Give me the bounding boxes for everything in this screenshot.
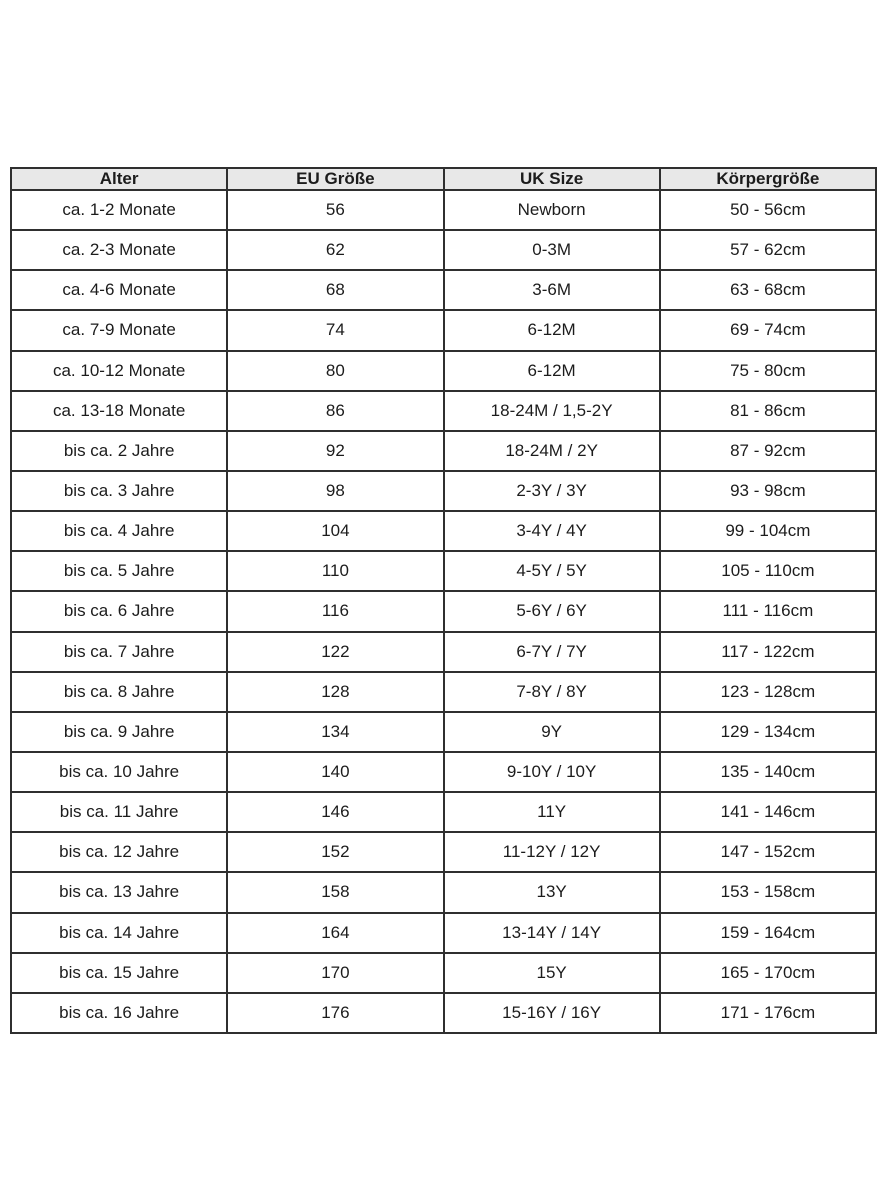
table-cell: 153 - 158cm: [660, 872, 876, 912]
table-cell: 11Y: [444, 792, 660, 832]
table-cell: 5-6Y / 6Y: [444, 591, 660, 631]
table-cell: bis ca. 6 Jahre: [11, 591, 227, 631]
table-cell: 147 - 152cm: [660, 832, 876, 872]
table-cell: bis ca. 2 Jahre: [11, 431, 227, 471]
table-cell: 87 - 92cm: [660, 431, 876, 471]
table-cell: 117 - 122cm: [660, 632, 876, 672]
table-cell: bis ca. 13 Jahre: [11, 872, 227, 912]
table-row: [11, 190, 876, 230]
table-cell: 9-10Y / 10Y: [444, 752, 660, 792]
table-cell: 75 - 80cm: [660, 351, 876, 391]
table-row: [11, 270, 876, 310]
table-cell: 13-14Y / 14Y: [444, 913, 660, 953]
table-cell: 68: [227, 270, 443, 310]
table-cell: 81 - 86cm: [660, 391, 876, 431]
table-cell: bis ca. 8 Jahre: [11, 672, 227, 712]
table-cell: bis ca. 5 Jahre: [11, 551, 227, 591]
table-cell: bis ca. 12 Jahre: [11, 832, 227, 872]
table-cell: 6-7Y / 7Y: [444, 632, 660, 672]
table-cell: 50 - 56cm: [660, 190, 876, 230]
table-cell: ca. 2-3 Monate: [11, 230, 227, 270]
table-row: [11, 712, 876, 752]
header-cell-eu-groesse: EU Größe: [227, 168, 443, 190]
table-cell: 171 - 176cm: [660, 993, 876, 1033]
table-row: [11, 953, 876, 993]
table-cell: ca. 10-12 Monate: [11, 351, 227, 391]
table-row: [11, 230, 876, 270]
table-row: [11, 431, 876, 471]
table-cell: 69 - 74cm: [660, 310, 876, 350]
table-row: [11, 591, 876, 631]
table-cell: 3-6M: [444, 270, 660, 310]
table-cell: 0-3M: [444, 230, 660, 270]
table-cell: 9Y: [444, 712, 660, 752]
table-row: [11, 872, 876, 912]
table-row: [11, 391, 876, 431]
table-cell: Newborn: [444, 190, 660, 230]
table-cell: 98: [227, 471, 443, 511]
table-cell: 129 - 134cm: [660, 712, 876, 752]
table-cell: 2-3Y / 3Y: [444, 471, 660, 511]
table-cell: 159 - 164cm: [660, 913, 876, 953]
table-cell: ca. 1-2 Monate: [11, 190, 227, 230]
table-cell: ca. 4-6 Monate: [11, 270, 227, 310]
table-cell: 18-24M / 1,5-2Y: [444, 391, 660, 431]
table-header: [11, 168, 876, 190]
table-cell: 164: [227, 913, 443, 953]
table-cell: bis ca. 11 Jahre: [11, 792, 227, 832]
table-cell: 15-16Y / 16Y: [444, 993, 660, 1033]
table-cell: bis ca. 10 Jahre: [11, 752, 227, 792]
header-cell-uk-size: UK Size: [444, 168, 660, 190]
table-cell: 3-4Y / 4Y: [444, 511, 660, 551]
size-chart-table: [10, 167, 877, 1034]
table-cell: 105 - 110cm: [660, 551, 876, 591]
table-cell: 18-24M / 2Y: [444, 431, 660, 471]
table-cell: 92: [227, 431, 443, 471]
table-cell: ca. 7-9 Monate: [11, 310, 227, 350]
table-row: [11, 471, 876, 511]
header-cell-alter: Alter: [11, 168, 227, 190]
table-row: [11, 752, 876, 792]
table-cell: 134: [227, 712, 443, 752]
table-cell: 141 - 146cm: [660, 792, 876, 832]
table-cell: 74: [227, 310, 443, 350]
table-row: [11, 832, 876, 872]
table-cell: 135 - 140cm: [660, 752, 876, 792]
table-cell: 56: [227, 190, 443, 230]
table-cell: 86: [227, 391, 443, 431]
table-row: [11, 511, 876, 551]
table-cell: 116: [227, 591, 443, 631]
table-cell: bis ca. 14 Jahre: [11, 913, 227, 953]
table-cell: 146: [227, 792, 443, 832]
table-cell: 6-12M: [444, 351, 660, 391]
table-cell: 165 - 170cm: [660, 953, 876, 993]
table-cell: 111 - 116cm: [660, 591, 876, 631]
table-cell: 63 - 68cm: [660, 270, 876, 310]
table-cell: 140: [227, 752, 443, 792]
table-cell: 15Y: [444, 953, 660, 993]
table-cell: 123 - 128cm: [660, 672, 876, 712]
header-row: [11, 168, 876, 190]
table-cell: 62: [227, 230, 443, 270]
table-cell: 80: [227, 351, 443, 391]
table-cell: 11-12Y / 12Y: [444, 832, 660, 872]
table-cell: 57 - 62cm: [660, 230, 876, 270]
table-cell: 122: [227, 632, 443, 672]
table-cell: 170: [227, 953, 443, 993]
table-row: [11, 351, 876, 391]
table-cell: bis ca. 4 Jahre: [11, 511, 227, 551]
table-cell: 93 - 98cm: [660, 471, 876, 511]
table-cell: 176: [227, 993, 443, 1033]
table-row: [11, 551, 876, 591]
table-cell: bis ca. 3 Jahre: [11, 471, 227, 511]
table-cell: 158: [227, 872, 443, 912]
table-row: [11, 310, 876, 350]
table-row: [11, 672, 876, 712]
table-cell: 13Y: [444, 872, 660, 912]
table-cell: 104: [227, 511, 443, 551]
table-cell: 110: [227, 551, 443, 591]
table-cell: bis ca. 9 Jahre: [11, 712, 227, 752]
table-cell: ca. 13-18 Monate: [11, 391, 227, 431]
table-cell: 6-12M: [444, 310, 660, 350]
table-cell: 152: [227, 832, 443, 872]
table-body: [11, 190, 876, 1033]
table-cell: 128: [227, 672, 443, 712]
table-cell: 7-8Y / 8Y: [444, 672, 660, 712]
table-row: [11, 913, 876, 953]
table-cell: 99 - 104cm: [660, 511, 876, 551]
table-row: [11, 792, 876, 832]
header-cell-koerpergroesse: Körpergröße: [660, 168, 876, 190]
table-cell: bis ca. 7 Jahre: [11, 632, 227, 672]
table-cell: 4-5Y / 5Y: [444, 551, 660, 591]
table-cell: bis ca. 16 Jahre: [11, 993, 227, 1033]
table-cell: bis ca. 15 Jahre: [11, 953, 227, 993]
table-row: [11, 632, 876, 672]
table-row: [11, 993, 876, 1033]
